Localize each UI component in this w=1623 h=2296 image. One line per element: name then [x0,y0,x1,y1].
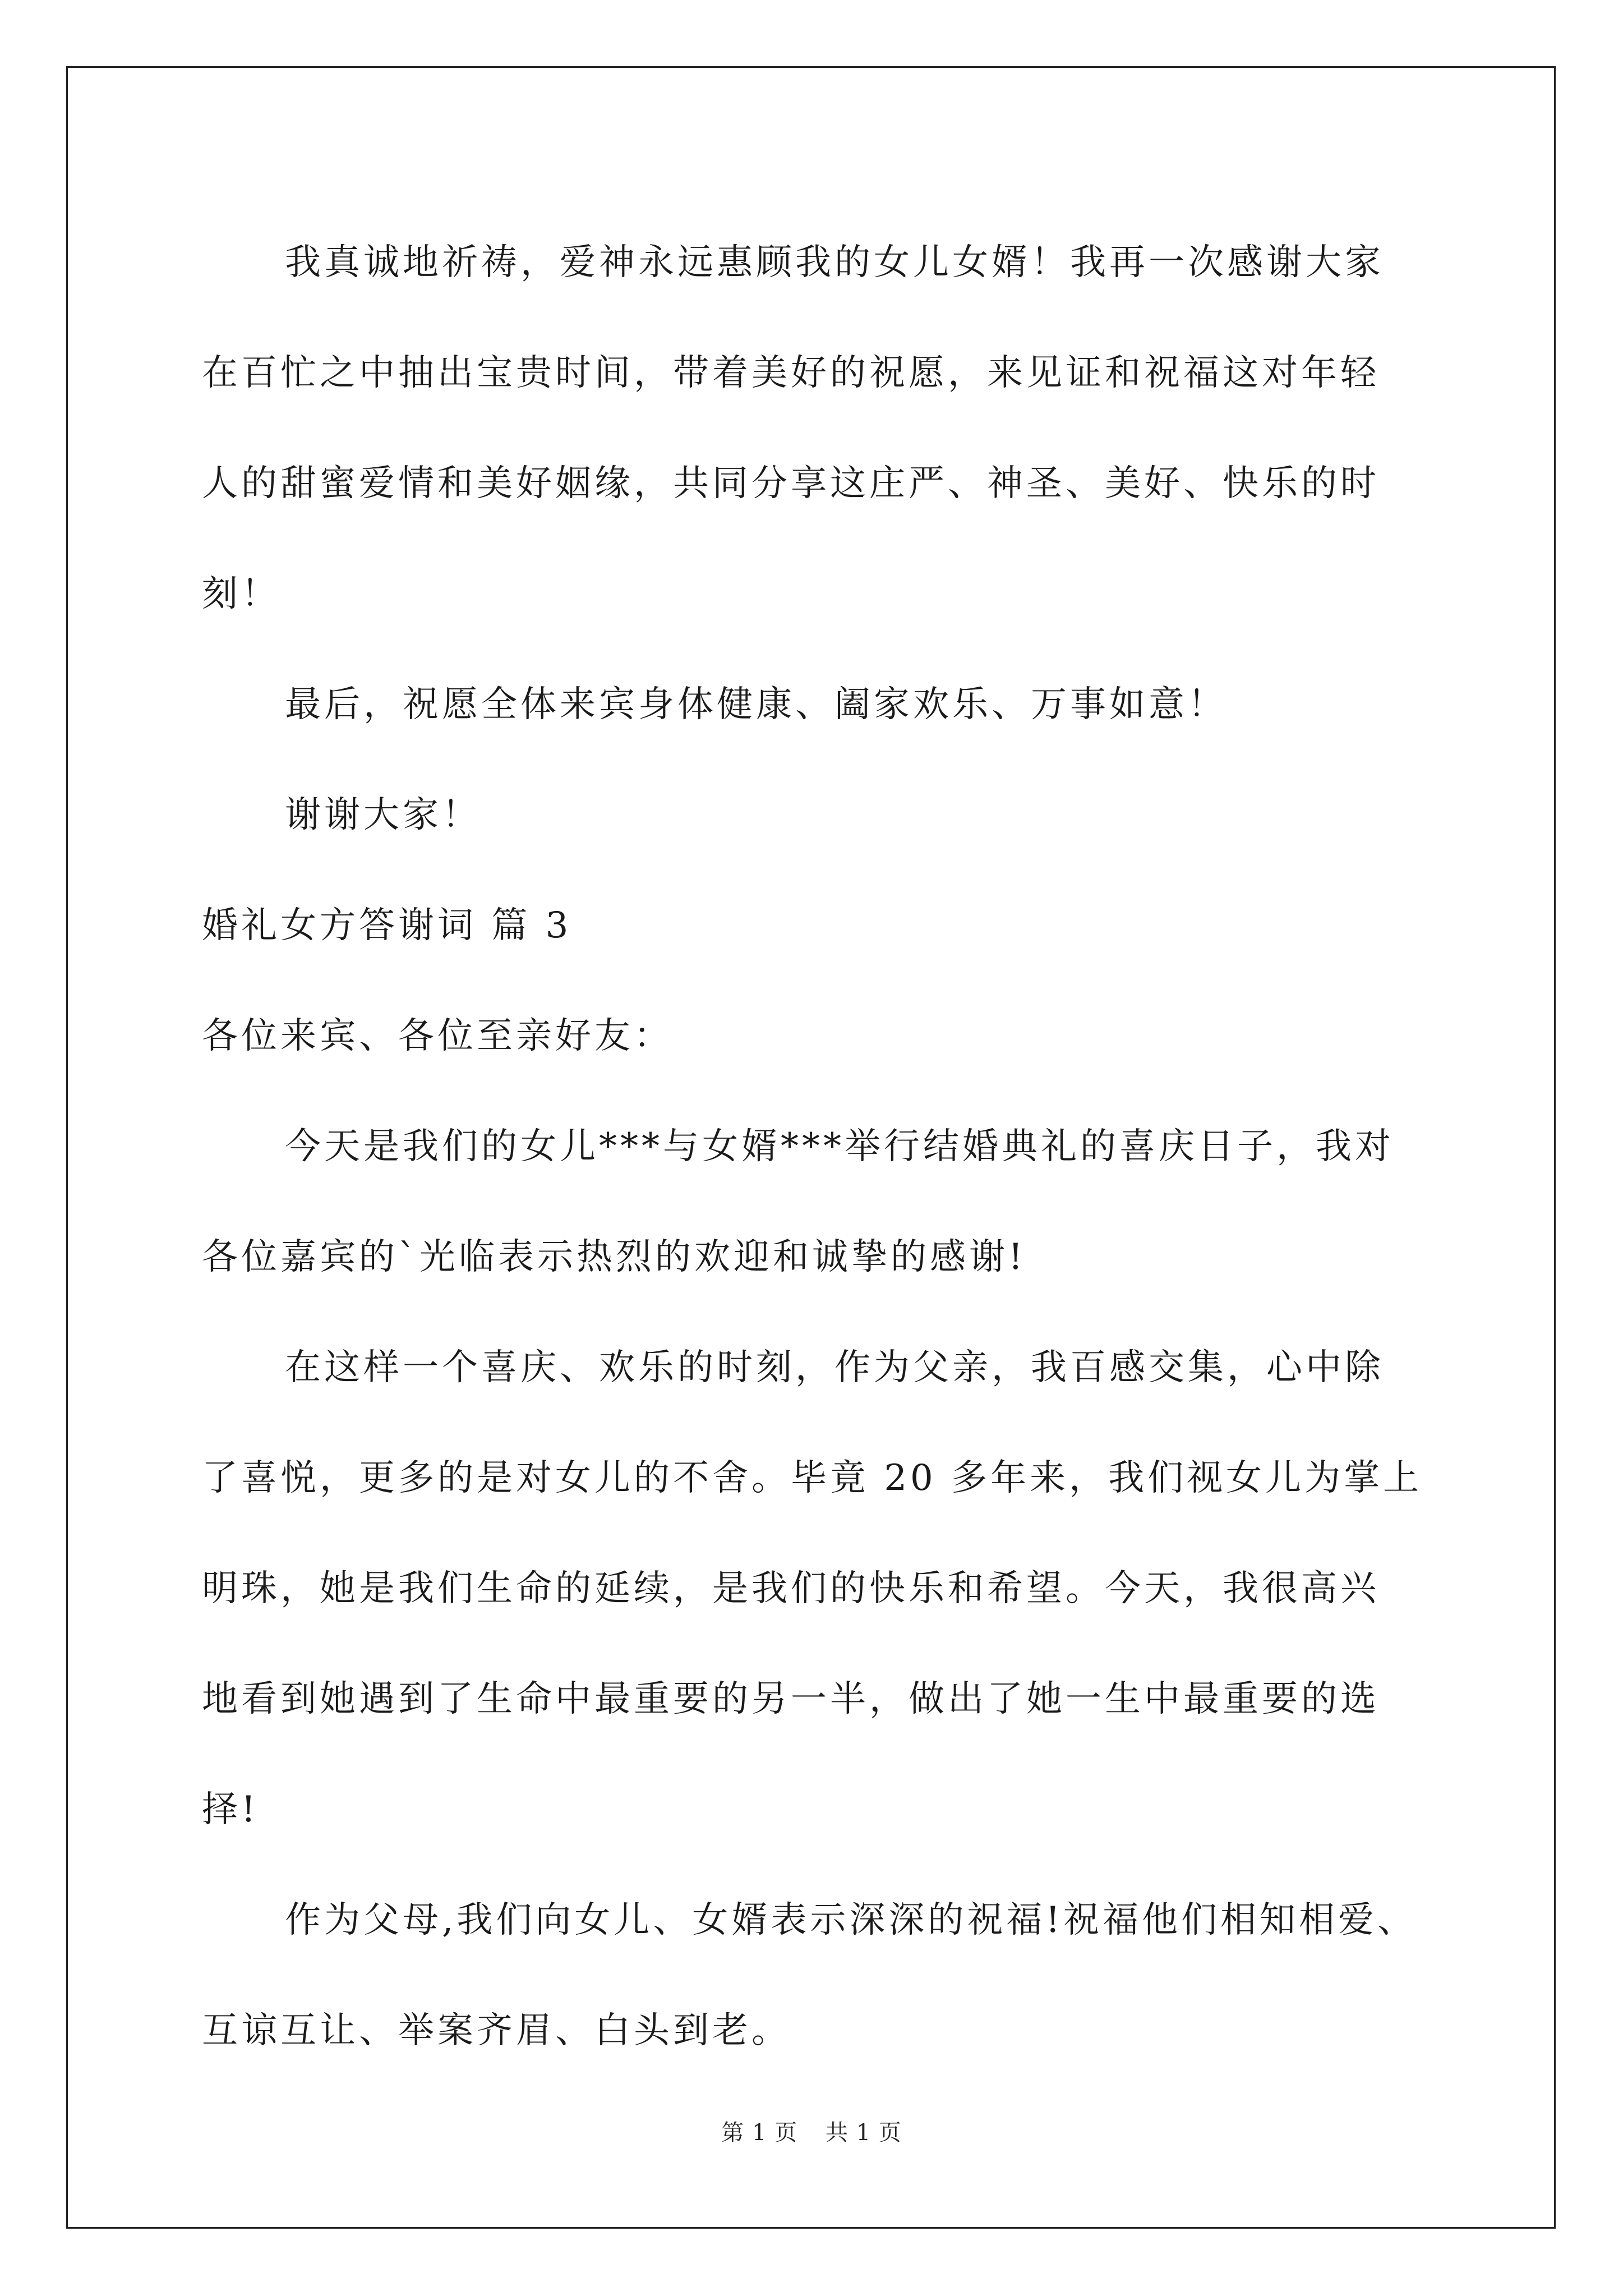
paragraph-line: 各位嘉宾的`光临表示热烈的欢迎和诚挚的感谢! [202,1236,1026,1278]
paragraph-line: 在百忙之中抽出宝贵时间，带着美好的祝愿，来见证和祝福这对年轻 [202,352,1380,394]
paragraph-line: 人的甜蜜爱情和美好姻缘，共同分享这庄严、神圣、美好、快乐的时 [202,463,1380,504]
document-body [202,208,1430,2086]
page-total: 共 1 页 [825,2120,902,2146]
paragraph-line: 我真诚地祈祷，爱神永远惠顾我的女儿女婿！我再一次感谢大家 [285,242,1384,283]
paragraph-line: 明珠，她是我们生命的延续，是我们的快乐和希望。今天，我很高兴 [202,1568,1380,1609]
section-heading: 婚礼女方答谢词 篇 3 [202,905,572,946]
paragraph-line: 在这样一个喜庆、欢乐的时刻，作为父亲，我百感交集，心中除 [285,1347,1384,1388]
paragraph-line: 作为父母,我们向女儿、女婿表示深深的祝福!祝福他们相知相爱、 [285,1899,1417,1941]
paragraph-line: 地看到她遇到了生命中最重要的另一半，做出了她一生中最重要的选 [202,1678,1380,1720]
paragraph-line: 谢谢大家！ [285,794,481,836]
paragraph-line: 今天是我们的女儿***与女婿***举行结婚典礼的喜庆日子，我对 [285,1126,1394,1167]
paragraph-line: 最后，祝愿全体来宾身体健康、阖家欢乐、万事如意！ [285,684,1227,725]
page-footer [0,2115,1623,2147]
paragraph-line: 了喜悦，更多的是对女儿的不舍。毕竟 20 多年来，我们视女儿为掌上 [202,1457,1423,1499]
paragraph-line: 互谅互让、举案齐眉、白头到老。 [202,2010,791,2051]
page-number: 第 1 页 [721,2120,798,2146]
paragraph-line: 刻！ [202,573,280,615]
paragraph-line: 择! [202,1789,259,1830]
salutation: 各位来宾、各位至亲好友： [202,1015,673,1057]
